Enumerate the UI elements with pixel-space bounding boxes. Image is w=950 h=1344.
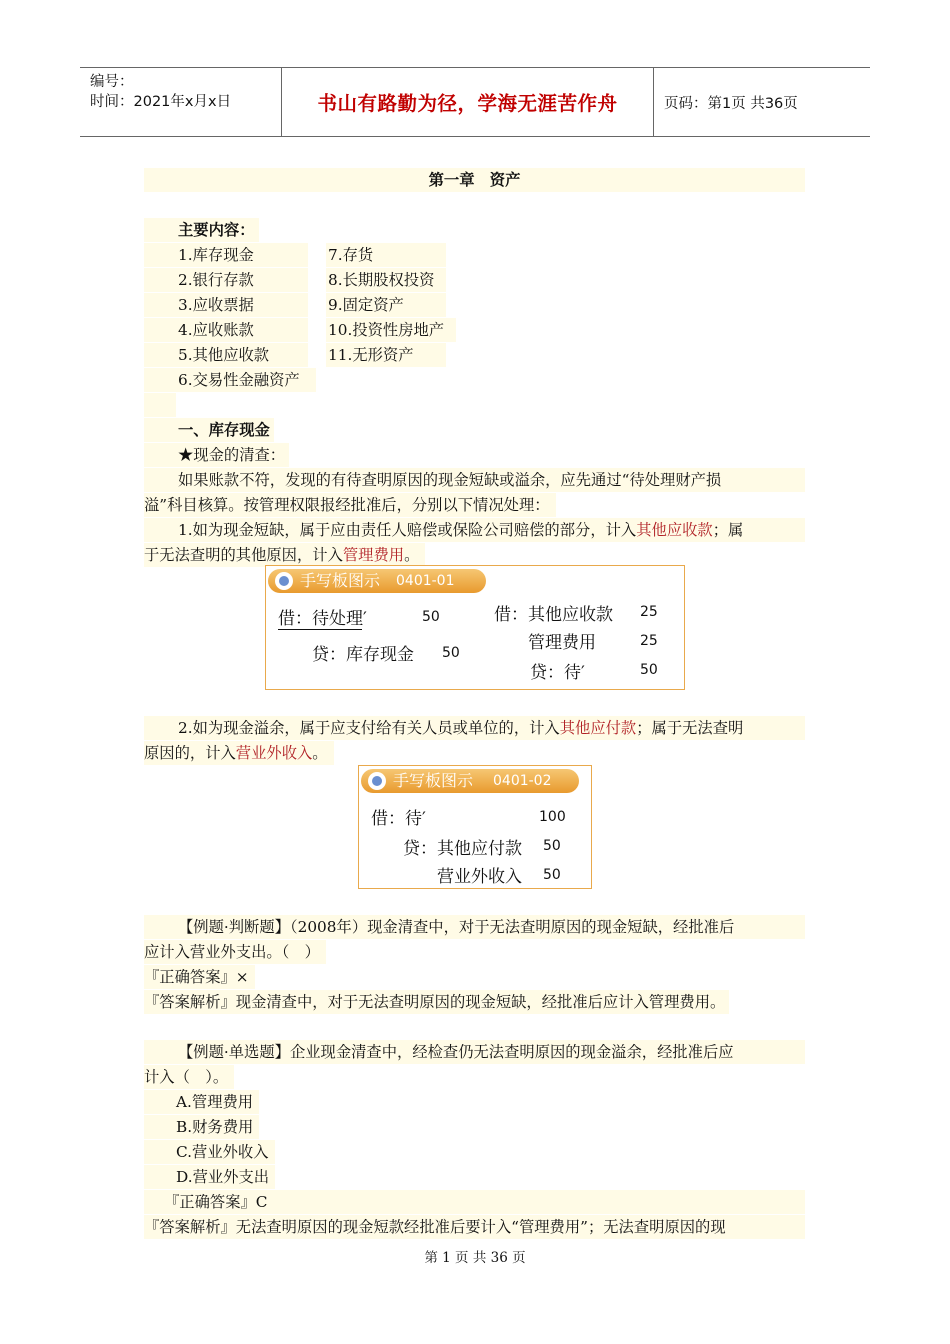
- page-header: [80, 67, 870, 137]
- section-title: [144, 418, 805, 442]
- main-contents-heading: [144, 218, 805, 242]
- panel-tab: [268, 569, 486, 593]
- option-d: D.营业外支出: [144, 1165, 275, 1189]
- answer-line: [144, 965, 805, 989]
- star-line-text: ★现金的清查：: [144, 443, 289, 467]
- entry-text: 借：其他应收款: [494, 605, 613, 625]
- number-label: 编号：: [90, 74, 134, 90]
- entry-text: 贷：待′: [530, 663, 585, 683]
- example-question-text: 应计入营业外支出。（ ）: [144, 940, 326, 964]
- handwriting-panel-1: [265, 565, 685, 690]
- toc-item: 11.无形资产: [328, 346, 414, 364]
- chapter-title: 第一章 资产: [144, 168, 805, 192]
- highlight-term: 其他应收款: [636, 521, 713, 539]
- entry-amount: 100: [539, 809, 566, 825]
- panel-code: 0401-02: [493, 773, 552, 789]
- answer-analysis: 『答案解析』无法查明原因的现金短款经批准后要计入“管理费用”；无法查明原因的现: [144, 1215, 805, 1239]
- option-line: [144, 1115, 805, 1139]
- text-run: 原因的，计入: [144, 744, 236, 762]
- paragraph-line: 如果账款不符，发现的有待查明原因的现金短缺或溢余，应先通过“待处理财产损: [144, 468, 805, 492]
- toc-item: 9.固定资产: [328, 296, 404, 314]
- panel-tab-label: 手写板图示: [300, 571, 381, 590]
- option-a: A.管理费用: [144, 1090, 259, 1114]
- option-line: [144, 1090, 805, 1114]
- pen-icon: [368, 772, 386, 790]
- entry-text: 管理费用: [528, 633, 596, 653]
- entry-amount: 50: [640, 662, 658, 678]
- underline: [278, 629, 362, 630]
- toc-item: 10.投资性房地产: [328, 321, 445, 339]
- panel-code: 0401-01: [396, 573, 455, 589]
- paragraph-line: [144, 741, 805, 765]
- paragraph-line-text: 溢”科目核算。按管理权限报经批准后，分别以下情况处理：: [144, 493, 556, 517]
- option-line: [144, 1140, 805, 1164]
- option-b: B.财务费用: [144, 1115, 259, 1139]
- panel-tab-label: 手写板图示: [393, 771, 474, 790]
- toc-item: 8.长期股权投资: [328, 271, 435, 289]
- toc-item: 6.交易性金融资产: [178, 371, 300, 389]
- toc-item: 4.应收账款: [178, 321, 254, 339]
- text-run: 1.如为现金短缺，属于应由责任人赔偿或保险公司赔偿的部分，计入: [178, 521, 637, 539]
- paragraph-line: [144, 518, 805, 542]
- text-run: 2.如为现金溢余，属于应支付给有关人员或单位的，计入: [178, 719, 560, 737]
- analysis-line: [144, 990, 805, 1014]
- page-info: 页码：第1页 共36页: [664, 95, 798, 112]
- entry-amount: 25: [640, 633, 658, 649]
- handwriting-panel-2: [358, 765, 592, 889]
- toc-item: 2.银行存款: [178, 271, 254, 289]
- section-title-text: 一、库存现金: [144, 418, 274, 442]
- text-run: 。: [404, 546, 420, 564]
- entry-amount: 25: [640, 604, 658, 620]
- toc-item: 7.存货: [328, 246, 374, 264]
- toc-item: 3.应收票据: [178, 296, 254, 314]
- entry-text: 贷：其他应付款: [403, 839, 522, 859]
- entry-text: 借：待处理′: [278, 609, 367, 629]
- star-line: [144, 443, 805, 467]
- entry-amount: 50: [442, 645, 460, 661]
- paragraph-line: [144, 493, 805, 517]
- paragraph-line: [144, 716, 805, 740]
- highlight-term: 营业外收入: [235, 744, 313, 762]
- paragraph-line: [144, 543, 805, 567]
- entry-text: 贷：库存现金: [312, 645, 414, 665]
- toc-item: 1.库存现金: [178, 246, 254, 264]
- entry-text: 借：待′: [371, 809, 426, 829]
- option-line: [144, 1165, 805, 1189]
- page-footer: 第 1 页 共 36 页: [424, 1250, 526, 1266]
- example-question: [144, 940, 805, 964]
- entry-amount: 50: [543, 867, 561, 883]
- example-question-text: 计入（ ）。: [144, 1065, 234, 1089]
- example-question: [144, 1065, 805, 1089]
- highlight-term: 管理费用: [342, 546, 405, 564]
- text-run: ；属于无法查明: [636, 719, 744, 737]
- toc-item: 5.其他应收款: [178, 346, 270, 364]
- correct-answer: 『正确答案』C: [144, 1190, 805, 1214]
- text-run: ；属: [712, 521, 744, 539]
- text-run: 。: [312, 744, 328, 762]
- text-run: 于无法查明的其他原因，计入: [144, 546, 343, 564]
- entry-amount: 50: [543, 838, 561, 854]
- correct-answer: 『正确答案』×: [144, 965, 255, 989]
- example-question: 【例题·判断题】（2008年）现金清查中，对于无法查明原因的现金短缺，经批准后: [144, 915, 805, 939]
- answer-analysis: 『答案解析』现金清查中，对于无法查明原因的现金短缺，经批准后应计入管理费用。: [144, 990, 729, 1014]
- header-left-cell: [80, 68, 282, 136]
- highlight-term: 其他应付款: [559, 719, 637, 737]
- example-question: 【例题·单选题】企业现金清查中，经检查仍无法查明原因的现金溢余，经批准后应: [144, 1040, 805, 1064]
- option-c: C.营业外收入: [144, 1140, 275, 1164]
- entry-text: 营业外收入: [437, 867, 522, 887]
- date-label: 时间：2021年x月x日: [90, 94, 232, 110]
- motto: 书山有路勤为径，学海无涯苦作舟: [282, 68, 654, 136]
- pen-icon: [275, 572, 293, 590]
- main-contents-heading-text: 主要内容：: [144, 218, 259, 242]
- panel-tab: [361, 769, 579, 793]
- entry-amount: 50: [422, 609, 440, 625]
